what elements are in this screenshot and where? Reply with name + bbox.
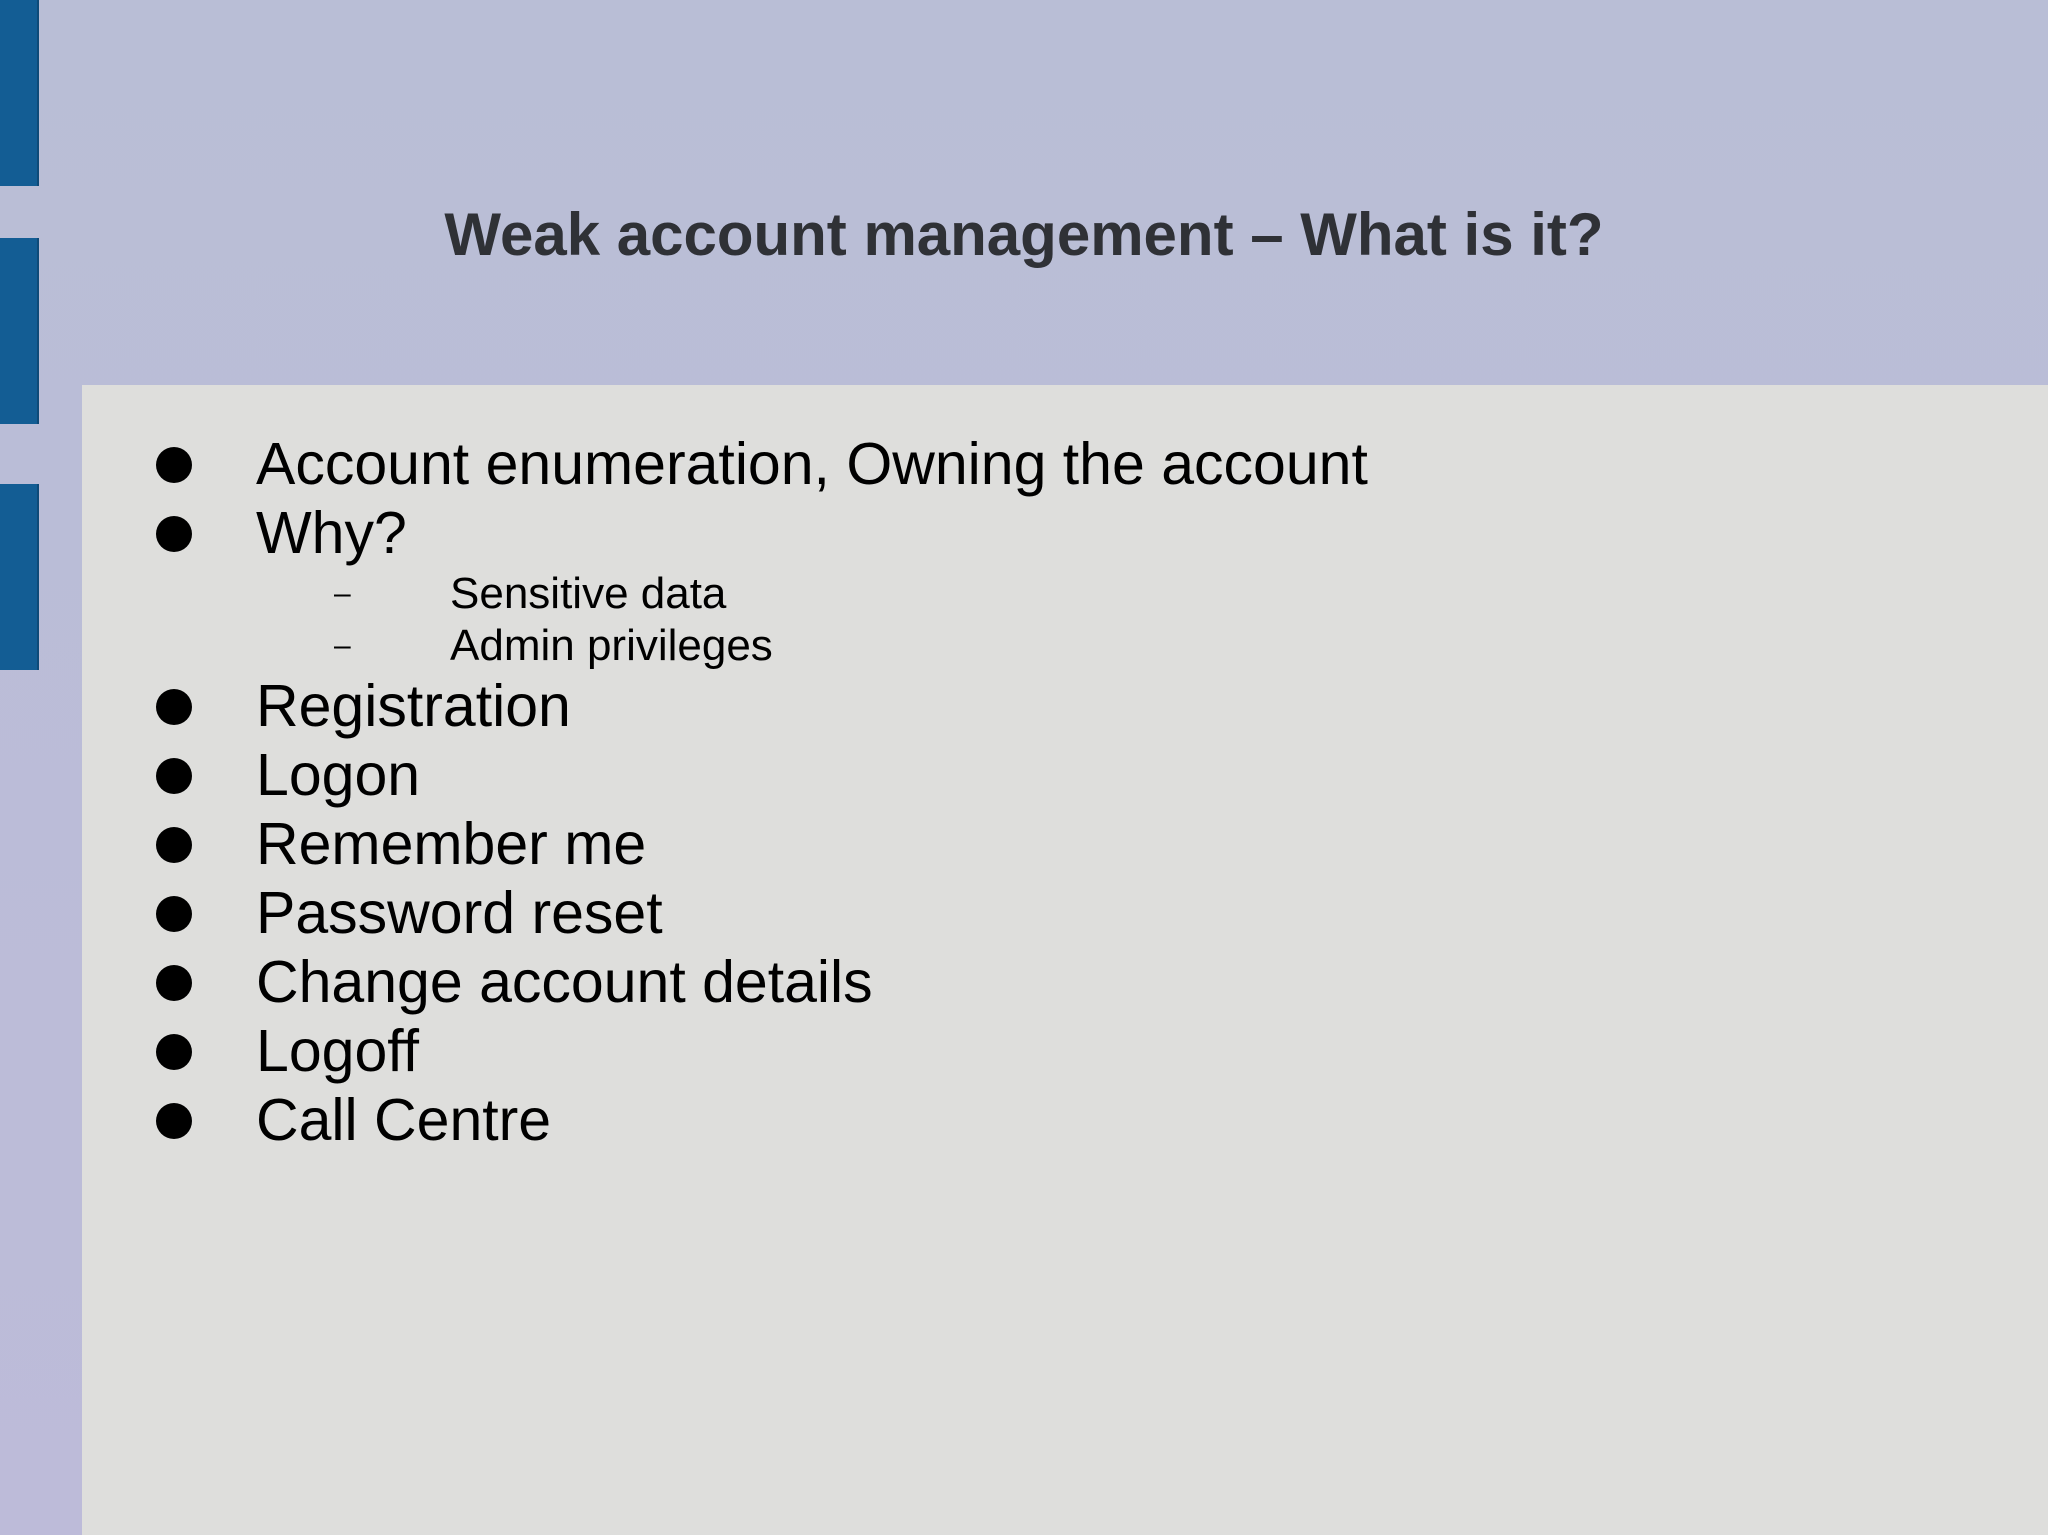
list-item [82,430,2048,499]
list-item [82,948,2048,1017]
list-item-label: Call Centre [256,1087,552,1153]
list-item [82,879,2048,948]
accent-bar-bottom [0,484,39,670]
dash-icon: – [334,629,351,662]
list-item-label: Logon [256,742,421,808]
bullet-icon [156,516,192,552]
sub-list-item-label: Sensitive data [450,569,727,618]
bullet-icon [156,965,192,1001]
sub-list-item [82,620,2048,672]
list-item-label: Change account details [256,949,873,1015]
bullet-icon [156,827,192,863]
sub-list-item [82,568,2048,620]
bullet-icon [156,447,192,483]
bullet-icon [156,758,192,794]
list-item-label: Logoff [256,1018,419,1084]
bullet-icon [156,1103,192,1139]
list-item-label: Why? [256,500,407,566]
accent-bar-top [0,0,39,186]
sub-list-item-label: Admin privileges [450,621,773,670]
list-item [82,672,2048,741]
bullet-icon [156,1034,192,1070]
list-item-label: Account enumeration, Owning the account [256,431,1368,497]
list-item [82,741,2048,810]
bullet-icon [156,689,192,725]
list-item [82,1086,2048,1155]
list-item [82,499,2048,568]
bullet-icon [156,896,192,932]
list-item-label: Registration [256,673,571,739]
list-item-label: Password reset [256,880,663,946]
slide-title: Weak account management – What is it? [444,201,1604,268]
list-item [82,810,2048,879]
list-item-label: Remember me [256,811,647,877]
bullet-list [82,430,2048,1155]
content-panel [82,385,2048,1535]
dash-icon: – [334,577,351,610]
list-item [82,1017,2048,1086]
